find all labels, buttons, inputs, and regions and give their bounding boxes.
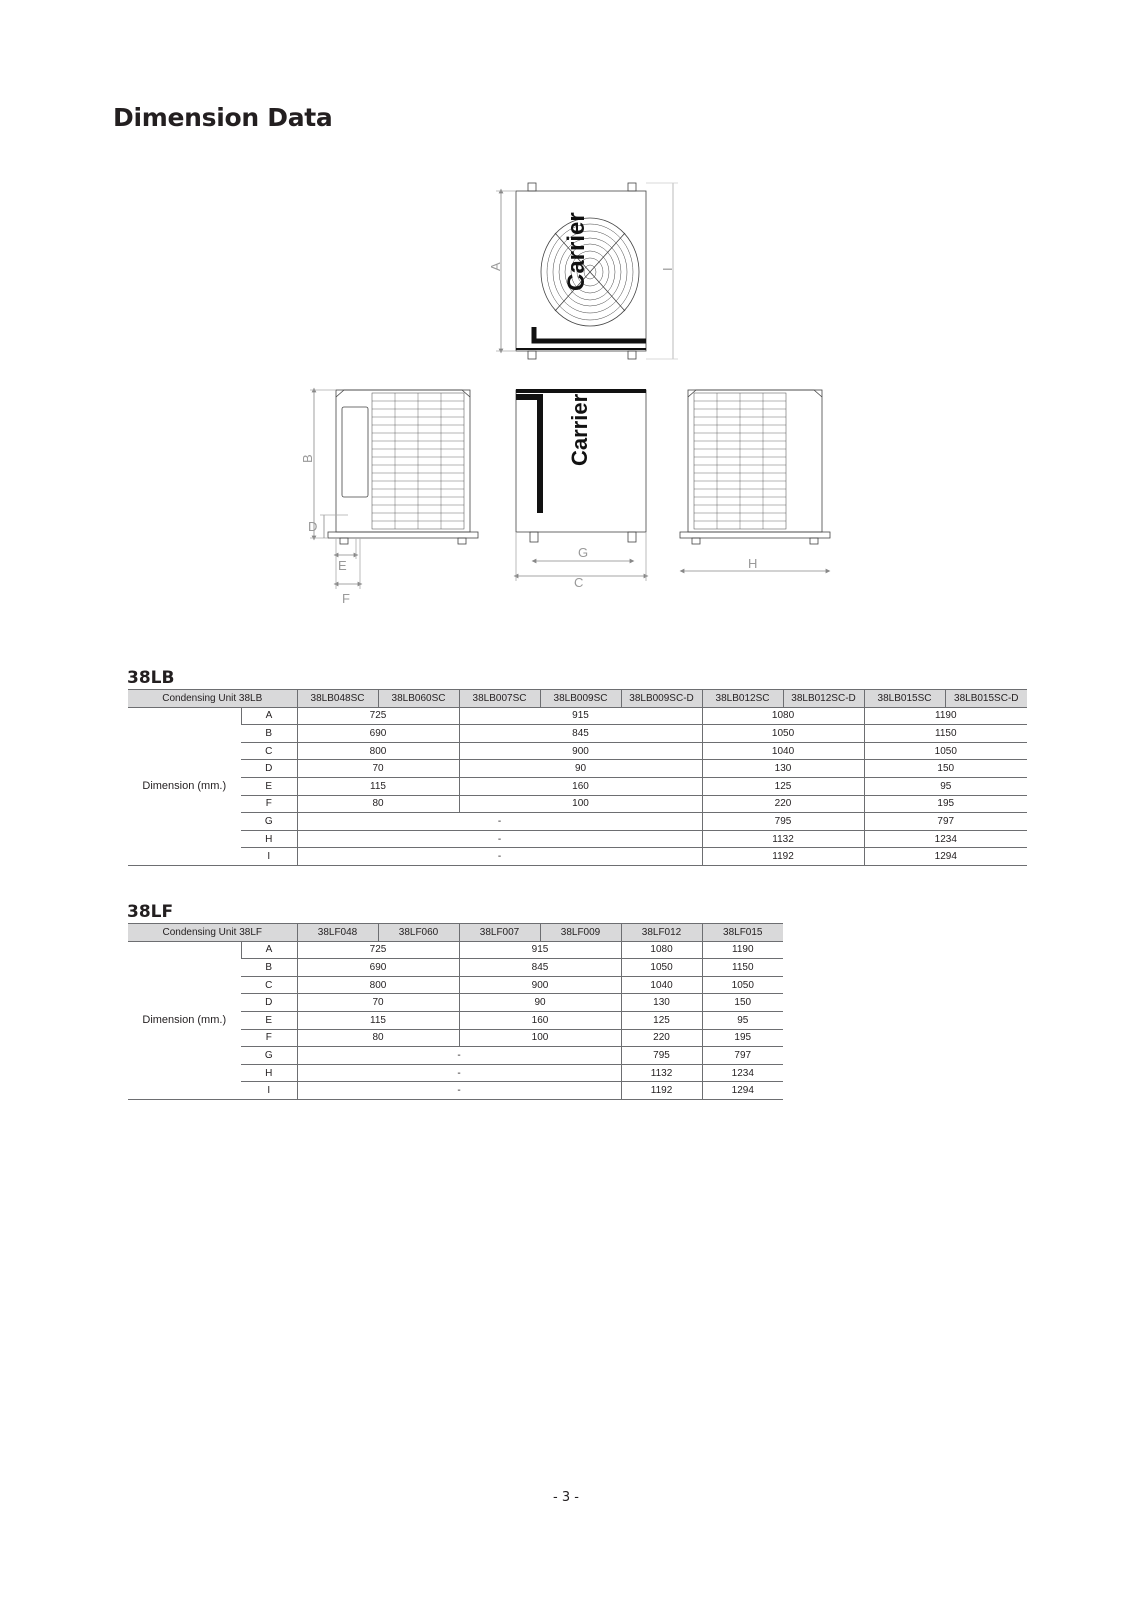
value-cell: 1050 (702, 976, 783, 994)
value-cell: 1190 (702, 941, 783, 959)
value-cell: 80 (297, 795, 459, 813)
value-cell: 1050 (702, 725, 864, 743)
unit-dimension-drawing (290, 175, 850, 615)
dim-cell: G (241, 813, 297, 831)
value-cell: 160 (459, 777, 702, 795)
value-cell: 800 (297, 976, 459, 994)
dim-label-c: C (574, 575, 584, 590)
table-row (128, 777, 1027, 795)
value-cell: 725 (297, 941, 459, 959)
dim-label-a: A (488, 262, 503, 271)
model-header: 38LF015 (702, 924, 783, 942)
dim-cell: A (241, 941, 297, 959)
model-header: 38LB009SC (540, 690, 621, 708)
value-cell: - (297, 1082, 621, 1100)
value-cell: 115 (297, 1011, 459, 1029)
value-cell: 1192 (621, 1082, 702, 1100)
value-cell: 800 (297, 742, 459, 760)
left-side-view (328, 390, 478, 544)
model-header: 38LB060SC (378, 690, 459, 708)
value-cell: - (297, 848, 702, 866)
dim-cell: I (241, 1082, 297, 1100)
page-title: Dimension Data (113, 103, 333, 132)
dim-cell: F (241, 795, 297, 813)
value-cell: 160 (459, 1011, 621, 1029)
dim-label-b: B (300, 454, 315, 463)
row-group-label: Dimension (mm.) (128, 941, 241, 1099)
dim-cell: G (241, 1047, 297, 1065)
value-cell: 795 (702, 813, 864, 831)
dim-cell: D (241, 994, 297, 1012)
value-cell: 80 (297, 1029, 459, 1047)
dim-label-h: H (748, 556, 758, 571)
page-number: - 3 - (553, 1490, 579, 1505)
value-cell: 725 (297, 707, 459, 725)
value-cell: 1150 (864, 725, 1027, 743)
value-cell: 915 (459, 707, 702, 725)
value-cell: 690 (297, 959, 459, 977)
value-cell: 150 (864, 760, 1027, 778)
table-row (128, 813, 1027, 831)
dim-label-i: I (660, 267, 675, 271)
value-cell: 95 (702, 1011, 783, 1029)
value-cell: 1132 (621, 1064, 702, 1082)
value-cell: 690 (297, 725, 459, 743)
value-cell: 1294 (702, 1082, 783, 1100)
value-cell: 220 (702, 795, 864, 813)
table-row (128, 795, 1027, 813)
table-row (128, 742, 1027, 760)
value-cell: 195 (864, 795, 1027, 813)
right-side-view (680, 390, 830, 544)
table-row (128, 725, 1027, 743)
value-cell: 100 (459, 1029, 621, 1047)
section-title-38lf: 38LF (127, 902, 174, 922)
dim-cell: C (241, 976, 297, 994)
value-cell: 1190 (864, 707, 1027, 725)
dim-cell: H (241, 1064, 297, 1082)
value-cell: - (297, 830, 702, 848)
model-header: 38LF007 (459, 924, 540, 942)
model-header: 38LB007SC (459, 690, 540, 708)
dim-cell: C (241, 742, 297, 760)
value-cell: 1040 (702, 742, 864, 760)
dim-cell: A (241, 707, 297, 725)
value-cell: 1040 (621, 976, 702, 994)
brand-logo-front: Carrier (567, 393, 592, 466)
section-title-38lb: 38LB (127, 668, 175, 688)
dim-cell: B (241, 725, 297, 743)
value-cell: 1050 (864, 742, 1027, 760)
dim-cell: I (241, 848, 297, 866)
value-cell: 100 (459, 795, 702, 813)
value-cell: 795 (621, 1047, 702, 1065)
dim-cell: D (241, 760, 297, 778)
value-cell: 1080 (702, 707, 864, 725)
header-corner: Condensing Unit 38LB (128, 690, 297, 708)
value-cell: 220 (621, 1029, 702, 1047)
table-header-row (128, 690, 1027, 708)
value-cell: 1234 (864, 830, 1027, 848)
value-cell: 70 (297, 760, 459, 778)
value-cell: 845 (459, 959, 621, 977)
model-header: 38LF048 (297, 924, 378, 942)
value-cell: 1050 (621, 959, 702, 977)
fan-guard-icon (541, 218, 639, 326)
dim-label-f: F (342, 591, 350, 606)
dim-cell: E (241, 777, 297, 795)
value-cell: 797 (864, 813, 1027, 831)
model-header: 38LB012SC (702, 690, 783, 708)
value-cell: 845 (459, 725, 702, 743)
model-header: 38LF009 (540, 924, 621, 942)
value-cell: 1294 (864, 848, 1027, 866)
table-row (128, 941, 783, 959)
table-row (128, 848, 1027, 866)
model-header: 38LB009SC-D (621, 690, 702, 708)
model-header: 38LF060 (378, 924, 459, 942)
value-cell: 95 (864, 777, 1027, 795)
dim-cell: F (241, 1029, 297, 1047)
value-cell: - (297, 813, 702, 831)
dim-label-e: E (338, 558, 347, 573)
value-cell: 125 (621, 1011, 702, 1029)
dim-label-g: G (578, 545, 589, 560)
value-cell: - (297, 1064, 621, 1082)
dimension-table-38lb (128, 689, 1027, 866)
dim-cell: B (241, 959, 297, 977)
dimension-table-38lf (128, 923, 783, 1100)
model-header: 38LB048SC (297, 690, 378, 708)
value-cell: 1192 (702, 848, 864, 866)
value-cell: 797 (702, 1047, 783, 1065)
value-cell: 195 (702, 1029, 783, 1047)
model-header: 38LB015SC (864, 690, 945, 708)
dim-label-d: D (308, 519, 318, 534)
model-header: 38LB015SC-D (945, 690, 1027, 708)
value-cell: 150 (702, 994, 783, 1012)
dim-cell: H (241, 830, 297, 848)
value-cell: 130 (621, 994, 702, 1012)
table-row (128, 707, 1027, 725)
value-cell: 70 (297, 994, 459, 1012)
value-cell: 1234 (702, 1064, 783, 1082)
model-header: 38LF012 (621, 924, 702, 942)
value-cell: 130 (702, 760, 864, 778)
value-cell: 125 (702, 777, 864, 795)
value-cell: 115 (297, 777, 459, 795)
model-header: 38LB012SC-D (783, 690, 864, 708)
value-cell: - (297, 1047, 621, 1065)
dim-cell: E (241, 1011, 297, 1029)
header-corner: Condensing Unit 38LF (128, 924, 297, 942)
value-cell: 1150 (702, 959, 783, 977)
value-cell: 915 (459, 941, 621, 959)
value-cell: 900 (459, 976, 621, 994)
value-cell: 90 (459, 760, 702, 778)
value-cell: 1080 (621, 941, 702, 959)
value-cell: 1132 (702, 830, 864, 848)
value-cell: 90 (459, 994, 621, 1012)
table-row (128, 830, 1027, 848)
brand-logo-top: Carrier (563, 212, 590, 291)
table-row (128, 760, 1027, 778)
value-cell: 900 (459, 742, 702, 760)
table-header-row (128, 924, 783, 942)
row-group-label: Dimension (mm.) (128, 707, 241, 865)
